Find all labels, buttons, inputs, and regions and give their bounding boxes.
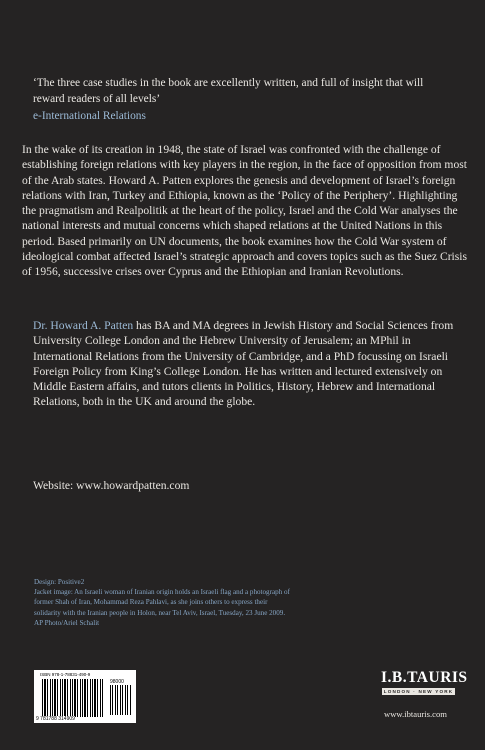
book-description: In the wake of its creation in 1948, the state of Israel was confronted with the challenge of establishing foreign relations with key players in the region, in the face of opposition from most of the Arab states. Howard A. Patten explores the genesis and development of Israel’s foreign relations with Iran, Turkey and Ethiopia, known as the ‘Policy of the Periphery’. Highlighting the pragmatism and Realpolitik at the heart of the policy, Israel and the Cold War analyses the national interests and mutual concerns which shaped relations at the United Nations in this period. Based primarily on UN documents, the book examines how the Cold War system of ideological combat affected Israel’s strategic approach and covers topics such as the Suez Crisis of 1956, successive crises over Cyprus and the Ethiopian and Iranian Revolutions. [22, 143, 468, 279]
design-credit: Design: Positive2 [34, 578, 85, 586]
jacket-image-credit: Jacket image: An Israeli woman of Iranian origin holds an Israeli flag and a photograph of former Shah of Iran, Mohammad Reza Pahlavi, as she joins others to express their solidarity with the Iranian people in Holon, near Tel Aviv, Israel, Tuesday, 23 June 2009. AP Photo/Ariel Schalit [34, 588, 290, 627]
author-name: Dr. Howard A. Patten [33, 319, 134, 332]
price-barcode-bars [110, 685, 132, 715]
barcode-bars [42, 679, 104, 717]
review-quote: ‘The three case studies in the book are excellently written, and full of insight that will reward readers of all levels’ [33, 77, 424, 105]
author-website: Website: www.howardpatten.com [33, 479, 190, 492]
publisher-logo-main: I.B.TAURIS [381, 669, 468, 686]
publisher-url: www.ibtauris.com [384, 709, 447, 719]
author-bio-text: has BA and MA degrees in Jewish History and Social Sciences from University College London and the Hebrew University of Jerusalem; an MPhil in International Relations from the University of Cambridge, and a PhD focussing on Israeli Foreign Policy from King’s College London. He has written and lectured extensively on Middle Eastern affairs, and tutors clients in Politics, History, Hebrew and International Relations, both in the UK and around the globe. [33, 319, 454, 409]
price-code: 98000 [110, 679, 124, 685]
author-bio [33, 318, 465, 410]
isbn-number: ISBN 978-1-78831-490-9 [40, 672, 91, 677]
cover-credits [34, 577, 294, 628]
publisher-logo-sub: LONDON · NEW YORK [383, 689, 454, 694]
barcode-digits: 9 781788 314909 [36, 716, 75, 722]
review-source: e-International Relations [33, 110, 146, 122]
isbn-barcode [34, 670, 136, 723]
publisher-logo [381, 669, 468, 699]
